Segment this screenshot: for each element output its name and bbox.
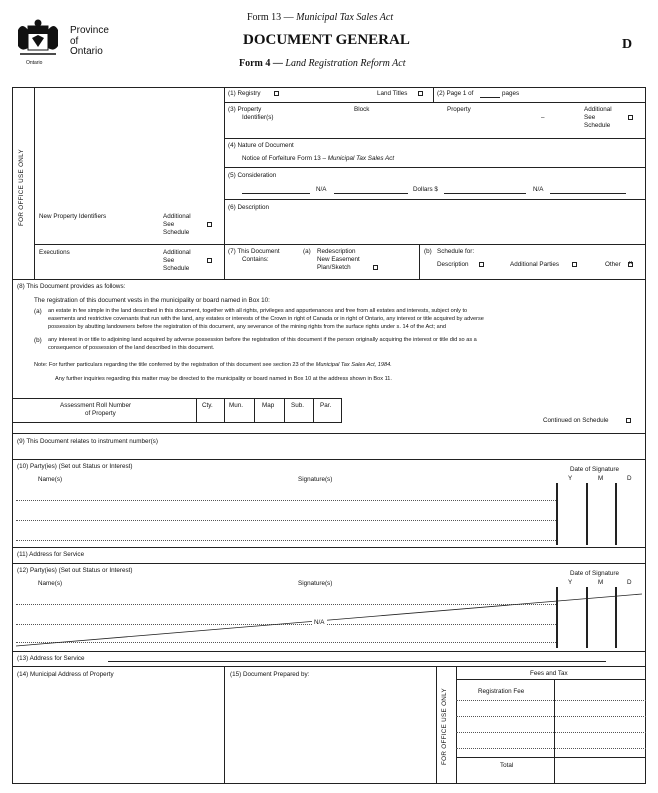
box8-note: Note: For further particulars regarding the title conferred by the registration of this document see section 23 of the Municipal Tax Sales Act, 1984.	[34, 362, 392, 368]
additional-parties-checkbox[interactable]	[572, 262, 577, 267]
additional-label-1: Additional	[163, 213, 191, 220]
box8-inquiries: Any further inquiries regarding this matter may be directed to the municipality or board named in Box 10 at the address shown in Box 11.	[55, 376, 392, 382]
box12-signatures-label: Signature(s)	[298, 580, 333, 587]
box3-schedule-checkbox[interactable]	[628, 115, 633, 120]
box4-nature-value: Notice of Forfeiture Form 13 – Municipal Tax Sales Act	[242, 155, 395, 162]
box10-month-label: M	[598, 475, 604, 482]
box8-b-line2: consequence of possession of the land described in this document.	[48, 345, 215, 351]
registration-fee-label: Registration Fee	[478, 688, 525, 695]
new-easement-label: New Easement	[317, 256, 360, 263]
box7-label: (7) This Document	[228, 248, 280, 255]
box7-a-label: (a)	[303, 248, 311, 255]
consideration-na-1: N/A	[316, 186, 327, 193]
land-titles-label: Land Titles	[377, 90, 408, 97]
box3-see-label: See	[584, 114, 596, 121]
property-dash: –	[541, 114, 545, 121]
col-mun: Mun.	[229, 402, 243, 409]
col-map: Map	[262, 402, 275, 409]
property-label: Property	[447, 106, 471, 113]
ontario-crest-icon	[14, 18, 62, 60]
total-label: Total	[500, 762, 514, 769]
box3-schedule-label: Schedule	[584, 122, 611, 129]
box8-a-line3: possession by abutting landowners before the registration of this document, any severance of the mining rights from the surface rights under s. 14 of the Act; and	[48, 324, 447, 330]
box12-names-label: Name(s)	[38, 580, 63, 587]
assessment-roll-label: Assessment Roll Number	[60, 402, 132, 409]
box7-b-label: (b)	[424, 248, 432, 255]
registry-checkbox[interactable]	[274, 91, 279, 96]
form-13-line: Form 13 — Municipal Tax Sales Act	[247, 12, 394, 23]
box8-label: (8) This Document provides as follows:	[17, 283, 126, 290]
box8-a-line2: easements and restrictive covenants that run with the land, any estates or interests of the Crown in right of Canada or in right of Ontario, any interest or title acquired by adverse	[48, 316, 484, 322]
box3-identifiers-label: Identifier(s)	[242, 114, 274, 121]
office-use-label-bottom: FOR OFFICE USE ONLY	[441, 688, 448, 765]
schedule-label-1: Schedule	[163, 229, 190, 236]
box11-label: (11) Address for Service	[17, 551, 85, 558]
schedule-description-label: Description	[437, 261, 469, 268]
box8-a-mark: (a)	[34, 308, 42, 315]
dollars-label: Dollars $	[413, 186, 438, 193]
box5-consideration-label: (5) Consideration	[228, 172, 277, 179]
new-property-identifiers-label: New Property Identifiers	[39, 213, 107, 220]
box4-nature-label: (4) Nature of Document	[228, 142, 294, 149]
document-title: DOCUMENT GENERAL	[243, 32, 410, 48]
box3-property-label: (3) Property	[228, 106, 262, 113]
box12-day-label: D	[627, 579, 632, 586]
box8-a-line1: an estate in fee simple in the land described in this document, together with all rights, privileges and appurtenances and free from all estates and interests, subject only to	[48, 308, 468, 314]
plan-sketch-label: Plan/Sketch	[317, 264, 351, 271]
box12-na-strike-line	[12, 590, 646, 650]
land-titles-checkbox[interactable]	[418, 91, 423, 96]
other-label: Other	[605, 261, 621, 268]
box1-registry-label: (1) Registry	[228, 90, 261, 97]
schedule-label-2: Schedule	[163, 265, 190, 272]
box12-year-label: Y	[568, 579, 573, 586]
box3-additional-label: Additional	[584, 106, 612, 113]
additional-label-2: Additional	[163, 249, 191, 256]
box10-date-signature-label: Date of Signature	[570, 466, 620, 473]
box6-description-label: (6) Description	[228, 204, 269, 211]
pages-label: pages	[502, 90, 520, 97]
box10-label: (10) Party(ies) (Set out Status or Interest)	[17, 463, 133, 470]
province-line-2: of	[70, 36, 79, 47]
continued-schedule-checkbox[interactable]	[626, 418, 631, 423]
box8-b-mark: (b)	[34, 337, 42, 344]
box12-month-label: M	[598, 579, 604, 586]
block-label: Block	[354, 106, 370, 113]
fees-and-tax-title: Fees and Tax	[530, 670, 568, 677]
box13-label: (13) Address for Service	[17, 655, 85, 662]
schedule-description-checkbox[interactable]	[479, 262, 484, 267]
box9-label: (9) This Document relates to instrument number(s)	[17, 438, 158, 445]
assessment-roll-label-2: of Property	[85, 410, 116, 417]
box12-na: N/A	[314, 619, 325, 626]
province-line-3: Ontario	[70, 46, 103, 57]
plan-sketch-checkbox[interactable]	[373, 265, 378, 270]
executions-label: Executions	[39, 249, 70, 256]
consideration-na-2: N/A	[533, 186, 544, 193]
box14-label: (14) Municipal Address of Property	[17, 671, 114, 678]
box10-signatures-label: Signature(s)	[298, 476, 333, 483]
box8-b-line1: any interest in or title to adjoining land acquired by adverse possession before the registration of this document if the person originally acquiring the interest or title did so as a	[48, 337, 477, 343]
box10-day-label: D	[627, 475, 632, 482]
box7-contains-label: Contains:	[242, 256, 269, 263]
office-use-label-left: FOR OFFICE USE ONLY	[18, 149, 25, 226]
see-label-2: See	[163, 257, 175, 264]
schedule-for-label: Schedule for:	[437, 248, 475, 255]
form-4-line: Form 4 — Land Registration Reform Act	[239, 58, 406, 69]
other-checkbox-checked[interactable]	[628, 262, 633, 267]
additional-parties-label: Additional Parties	[510, 261, 560, 268]
box10-year-label: Y	[568, 475, 573, 482]
new-property-schedule-checkbox[interactable]	[207, 222, 212, 227]
box2-page-label: (2) Page 1 of	[437, 90, 474, 97]
redescription-label: Redescription	[317, 248, 356, 255]
box15-label: (15) Document Prepared by:	[230, 671, 310, 678]
executions-schedule-checkbox[interactable]	[207, 258, 212, 263]
col-cty: Cty.	[202, 402, 213, 409]
crest-caption: Ontario	[26, 60, 43, 66]
col-par: Par.	[320, 402, 332, 409]
box12-date-signature-label: Date of Signature	[570, 570, 620, 577]
col-sub: Sub.	[291, 402, 304, 409]
province-line-1: Province	[70, 25, 109, 36]
box12-label: (12) Party(ies) (Set out Status or Interest)	[17, 567, 133, 574]
form-letter: D	[622, 37, 633, 52]
box10-names-label: Name(s)	[38, 476, 63, 483]
continued-on-schedule-label: Continued on Schedule	[543, 417, 609, 424]
box8-intro: The registration of this document vests in the municipality or board named in Box 10:	[34, 297, 270, 304]
see-label-1: See	[163, 221, 175, 228]
